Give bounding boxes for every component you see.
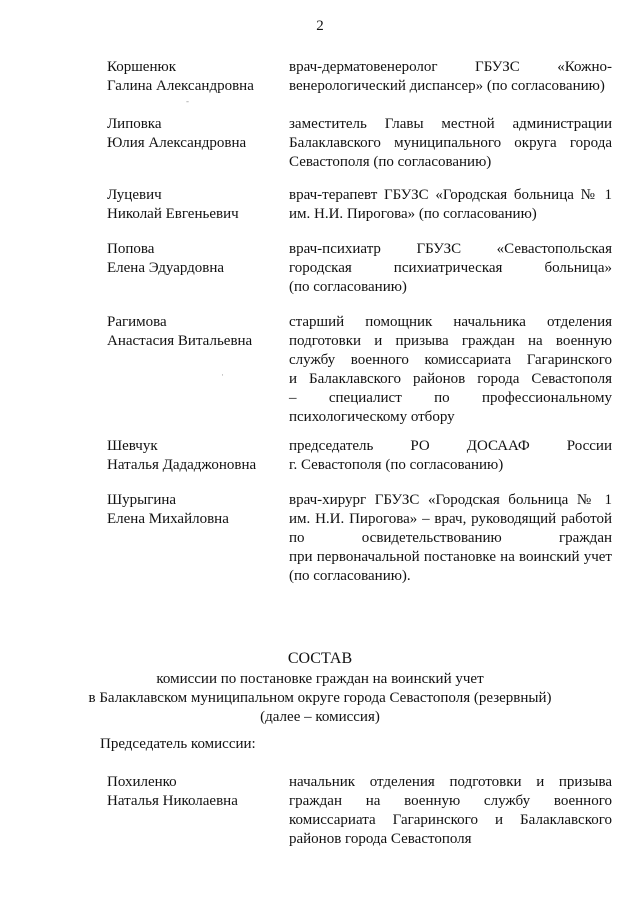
role-line: председатель РО ДОСААФ России <box>289 438 612 454</box>
role-line: городская психиатрическая больница» <box>289 260 612 276</box>
member-name <box>107 437 277 475</box>
role-line: г. Севастополя (по согласованию) <box>289 457 504 473</box>
member-surname: Луцевич <box>107 187 162 203</box>
role-line: подготовки и призыва граждан на военную <box>289 333 612 349</box>
role-line: старший помощник начальника отделения <box>289 314 612 330</box>
member-given-names: Анастасия Витальевна <box>107 333 253 349</box>
member-given-names: Юлия Александровна <box>107 135 247 151</box>
page-number: 2 <box>316 18 324 34</box>
role-line: (по согласованию) <box>289 279 407 295</box>
member-name <box>107 115 277 153</box>
role-line: при первоначальной постановке на воинский учет <box>289 549 612 565</box>
member-surname: Шевчук <box>107 438 158 454</box>
role-line: комиссариата Гагаринского и Балаклавского <box>289 812 612 828</box>
member-surname: Попова <box>107 241 155 257</box>
chair-section-label: Председатель комиссии: <box>100 736 256 752</box>
member-name <box>107 313 277 351</box>
member-role <box>289 115 612 172</box>
member-role <box>289 491 612 586</box>
chair-surname: Похиленко <box>107 774 177 790</box>
role-line: заместитель Главы местной администрации <box>289 116 612 132</box>
member-name <box>107 58 277 96</box>
heading-title: СОСТАВ <box>287 650 353 667</box>
member-name <box>107 491 277 529</box>
role-line: – специалист по профессиональному <box>289 390 612 406</box>
role-line: и Балаклавского районов города Севастополя <box>289 371 612 387</box>
heading-line: комиссии по постановке граждан на воинский учет <box>156 671 484 687</box>
member-surname: Шурыгина <box>107 492 177 508</box>
member-given-names: Галина Александровна <box>107 78 254 94</box>
member-given-names: Елена Михайловна <box>107 511 229 527</box>
role-line: венерологический диспансер» (по согласованию) <box>289 78 605 94</box>
role-line: врач-психиатр ГБУЗС «Севастопольская <box>289 241 612 257</box>
member-role <box>289 313 612 427</box>
member-name <box>107 240 277 278</box>
role-line: районов города Севастополя <box>289 831 472 847</box>
chair-name <box>107 773 277 811</box>
member-given-names: Николай Евгеньевич <box>107 206 239 222</box>
member-surname: Рагимова <box>107 314 167 330</box>
chair-given-names: Наталья Николаевна <box>107 793 238 809</box>
member-surname: Коршенюк <box>107 59 176 75</box>
member-role <box>289 58 612 96</box>
role-line: службу военного комиссариата Гагаринского <box>289 352 612 368</box>
member-surname: Липовка <box>107 116 162 132</box>
role-line: начальник отделения подготовки и призыва <box>289 774 612 790</box>
role-line: по освидетельствованию граждан <box>289 530 612 546</box>
role-line: врач-дерматовенеролог ГБУЗС «Кожно- <box>289 59 612 75</box>
heading-line: (далее – комиссия) <box>260 709 380 725</box>
scan-mark: - <box>186 96 189 106</box>
role-line: граждан на военную службу военного <box>289 793 612 809</box>
composition-heading <box>0 649 640 727</box>
role-line: им. Н.И. Пирогова» (по согласованию) <box>289 206 537 222</box>
member-given-names: Елена Эдуардовна <box>107 260 225 276</box>
role-line: психологическому отбору <box>289 409 455 425</box>
scan-mark: · <box>221 370 224 380</box>
role-line: врач-хирург ГБУЗС «Городская больница № 1 <box>289 492 612 508</box>
heading-line: в Балаклавском муниципальном округе города Севастополя (резервный) <box>88 690 552 706</box>
role-line: врач-терапевт ГБУЗС «Городская больница № 1 <box>289 187 612 203</box>
role-line: Балаклавского муниципального округа города <box>289 135 612 151</box>
role-line: им. Н.И. Пирогова» – врач, руководящий работой <box>289 511 612 527</box>
member-name <box>107 186 277 224</box>
member-role <box>289 186 612 224</box>
role-line: Севастополя (по согласованию) <box>289 154 492 170</box>
chair-role <box>289 773 612 849</box>
member-given-names: Наталья Дададжоновна <box>107 457 257 473</box>
member-role <box>289 437 612 475</box>
role-line: (по согласованию). <box>289 568 411 584</box>
member-role <box>289 240 612 297</box>
